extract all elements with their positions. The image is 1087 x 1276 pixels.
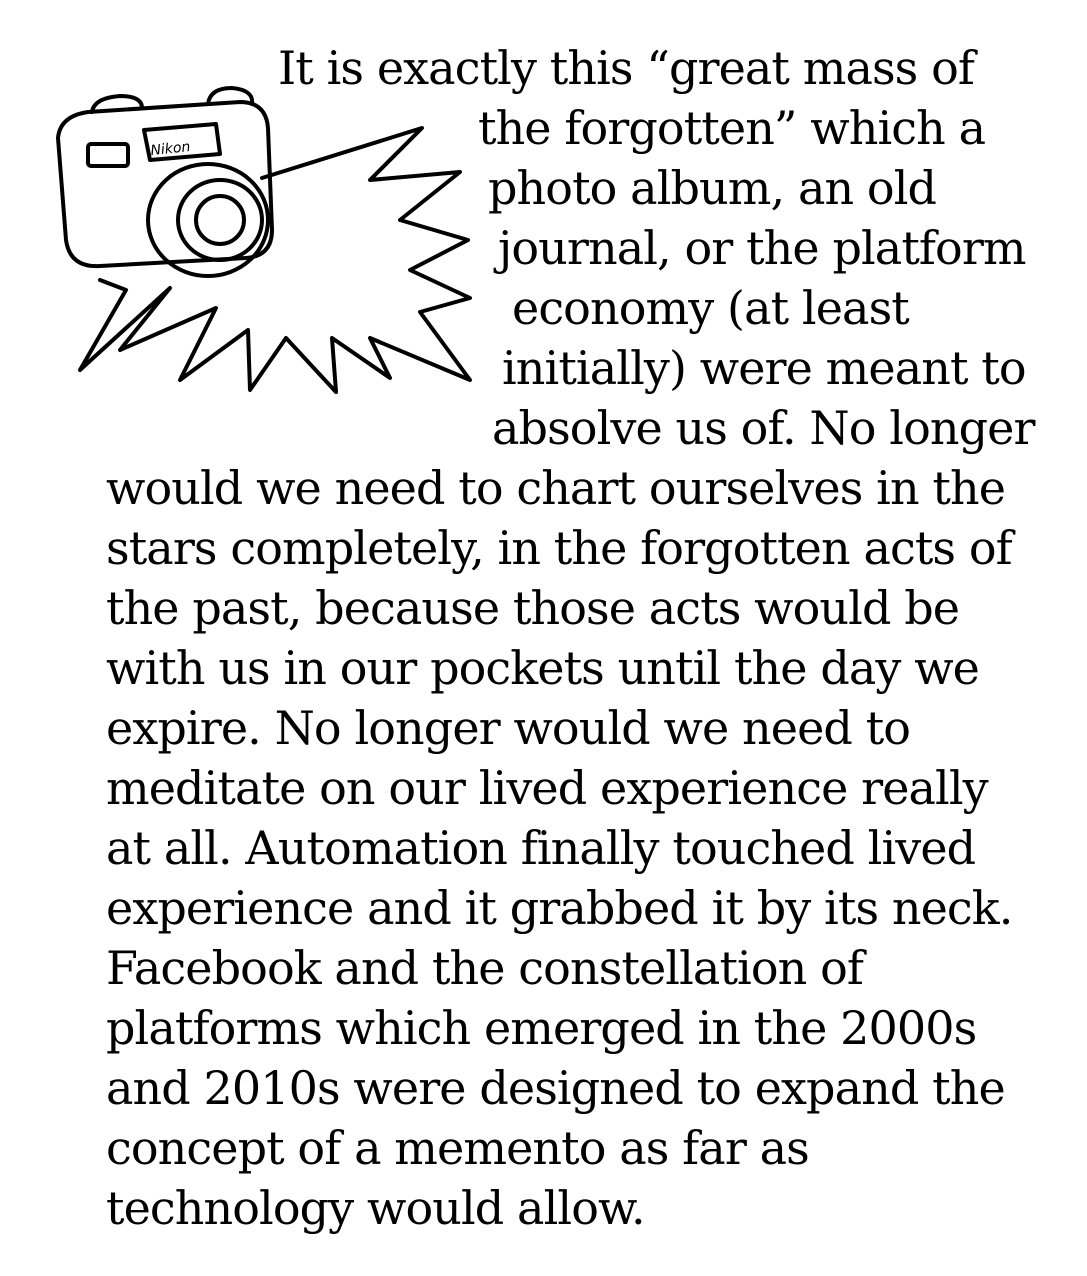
camera-brand-label: Nikon bbox=[149, 138, 192, 160]
paragraph-line: economy (at least bbox=[512, 281, 909, 335]
paragraph-line: photo album, an old bbox=[488, 161, 937, 215]
paragraph-line: stars completely, in the forgotten acts of bbox=[106, 521, 1012, 575]
camera-illustration bbox=[40, 80, 480, 440]
paragraph-line: and 2010s were designed to expand the bbox=[106, 1061, 1005, 1115]
viewfinder-shape bbox=[88, 144, 128, 166]
paragraph-line: experience and it grabbed it by its neck. bbox=[106, 881, 1013, 935]
lens-middle bbox=[178, 180, 262, 260]
paragraph-line: It is exactly this “great mass of bbox=[278, 41, 975, 95]
flash-burst-shape bbox=[80, 128, 470, 392]
paragraph-line: meditate on our lived experience really bbox=[106, 761, 988, 815]
paragraph-line: Facebook and the constellation of bbox=[106, 941, 864, 995]
paragraph-line: concept of a memento as far as bbox=[106, 1121, 809, 1175]
paragraph-line: would we need to chart ourselves in the bbox=[106, 461, 1006, 515]
paragraph-line: at all. Automation finally touched lived bbox=[106, 821, 976, 875]
paragraph-line: the past, because those acts would be bbox=[106, 581, 960, 635]
paragraph-line: the forgotten” which a bbox=[478, 101, 986, 155]
paragraph-line: expire. No longer would we need to bbox=[106, 701, 911, 755]
paragraph-line: absolve us of. No longer bbox=[492, 401, 1035, 455]
paragraph-line: platforms which emerged in the 2000s bbox=[106, 1001, 977, 1055]
paragraph-line: technology would allow. bbox=[106, 1181, 645, 1235]
paragraph-line: with us in our pockets until the day we bbox=[106, 641, 979, 695]
paragraph-line: initially) were meant to bbox=[502, 341, 1026, 395]
paragraph-line: journal, or the platform bbox=[498, 221, 1026, 275]
lens-inner bbox=[196, 196, 244, 244]
